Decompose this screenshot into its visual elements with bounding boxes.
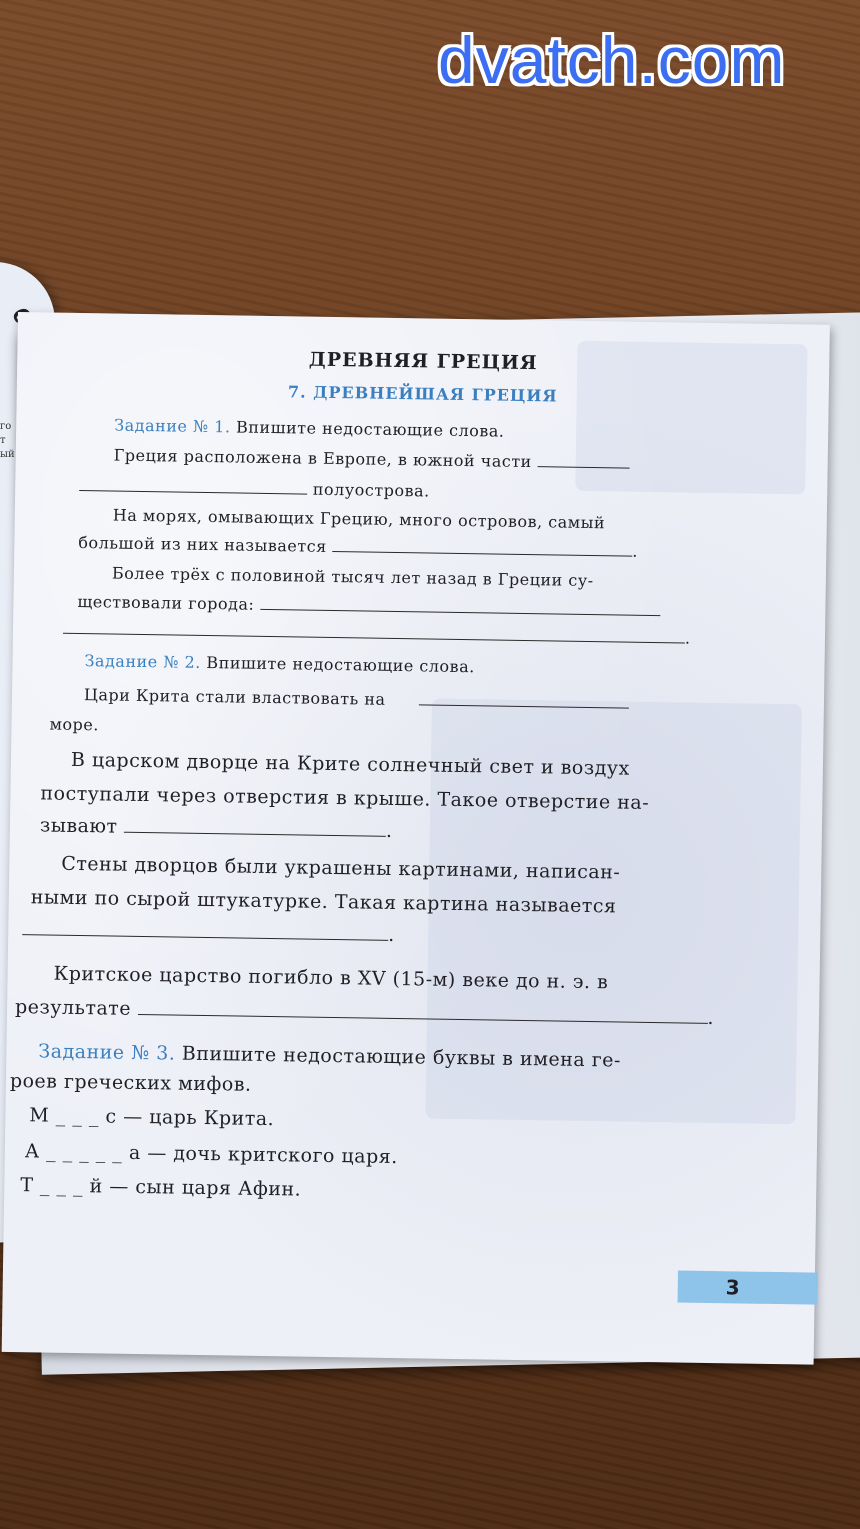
task1-line-4 bbox=[78, 533, 638, 561]
task1-text-5: Более трёх с половиной тысяч лет назад в Греции су- bbox=[111, 563, 594, 591]
task2-line-8 bbox=[22, 918, 395, 946]
myth-item-1 bbox=[29, 1104, 274, 1130]
page-number-tab bbox=[678, 1270, 818, 1304]
answer-blank[interactable] bbox=[137, 1013, 707, 1024]
task2-text-7: ными по сырой штукатурке. Такая картина называется bbox=[30, 886, 617, 918]
period: . bbox=[388, 923, 395, 946]
task2-instruction: Впишите недостающие слова. bbox=[206, 653, 475, 677]
myth-text-2: А _ _ _ _ _ а — дочь критского царя. bbox=[24, 1140, 398, 1169]
task2-text-5: зывают bbox=[39, 814, 118, 838]
workbook-page bbox=[2, 312, 830, 1365]
task1-text-2: полуострова. bbox=[312, 479, 430, 501]
task2-text-1: Цари Крита стали властвовать на bbox=[83, 685, 386, 709]
left-page-margin-text: го т ый bbox=[0, 421, 15, 460]
period: . bbox=[684, 628, 691, 648]
myth-item-2 bbox=[25, 1140, 398, 1168]
answer-blank[interactable] bbox=[63, 632, 685, 644]
task2-text-8: Критское царство погибло в XV (15-м) веке до н. э. в bbox=[53, 962, 609, 994]
period: . bbox=[707, 1006, 715, 1030]
task2-text-9: результате bbox=[14, 996, 132, 1020]
period: . bbox=[385, 819, 393, 842]
task1-line-6 bbox=[77, 592, 660, 620]
task2-line-5 bbox=[40, 814, 393, 842]
myth-item-3 bbox=[20, 1174, 301, 1200]
task1-header bbox=[114, 416, 505, 441]
task2-line-1 bbox=[84, 685, 629, 713]
task1-text-3: На морях, омывающих Грецию, много островов, самый bbox=[112, 505, 606, 533]
page-title: ДРЕВНЯЯ ГРЕЦИЯ bbox=[308, 348, 538, 375]
answer-blank[interactable] bbox=[260, 608, 660, 616]
task1-instruction: Впишите недостающие слова. bbox=[235, 417, 505, 441]
task1-label: Задание № 1. bbox=[114, 415, 231, 437]
task1-text-6: ществовали города: bbox=[77, 591, 255, 614]
task2-text-4: поступали через отверстия в крыше. Такое отверстие на- bbox=[40, 782, 650, 814]
page-number: 3 bbox=[725, 1275, 740, 1300]
watermark: dvatch.com bbox=[438, 23, 786, 97]
answer-blank[interactable] bbox=[332, 550, 632, 557]
task1-line-3 bbox=[113, 506, 606, 533]
myth-text-3: Т _ _ _ й — сын царя Афин. bbox=[20, 1174, 302, 1201]
task1-line-7 bbox=[63, 619, 691, 648]
task1-text-4: большой из них называется bbox=[78, 532, 327, 556]
task2-text-2: море. bbox=[49, 714, 100, 735]
task1-line-1 bbox=[114, 446, 630, 473]
answer-blank[interactable] bbox=[419, 703, 629, 708]
myth-text-1: М _ _ _ с — царь Крита. bbox=[29, 1104, 275, 1131]
task3-instruction: Впишите недостающие буквы в имена ге- bbox=[181, 1042, 622, 1072]
task2-text-3: В царском дворце на Крите солнечный свет и воздух bbox=[70, 748, 630, 780]
task2-line-2 bbox=[49, 715, 99, 735]
task2-text-6: Стены дворцов были украшены картинами, написан- bbox=[61, 852, 621, 884]
section-title: 7. ДРЕВНЕЙШАЯ ГРЕЦИЯ bbox=[287, 382, 558, 406]
task3-instruction-2: роев греческих мифов. bbox=[9, 1069, 252, 1096]
period: . bbox=[632, 541, 639, 561]
task1-line-2 bbox=[79, 476, 430, 501]
task3-instruction-cont bbox=[10, 1070, 252, 1096]
task1-line-5 bbox=[112, 564, 594, 591]
task2-label: Задание № 2. bbox=[84, 651, 201, 672]
task2-header bbox=[84, 651, 475, 676]
answer-blank[interactable] bbox=[124, 831, 386, 837]
answer-blank[interactable] bbox=[22, 933, 388, 941]
answer-blank[interactable] bbox=[537, 465, 629, 468]
answer-blank[interactable] bbox=[79, 489, 307, 495]
task3-label: Задание № 3. bbox=[38, 1040, 176, 1065]
task1-text-1: Греция расположена в Европе, в южной части bbox=[113, 445, 532, 472]
